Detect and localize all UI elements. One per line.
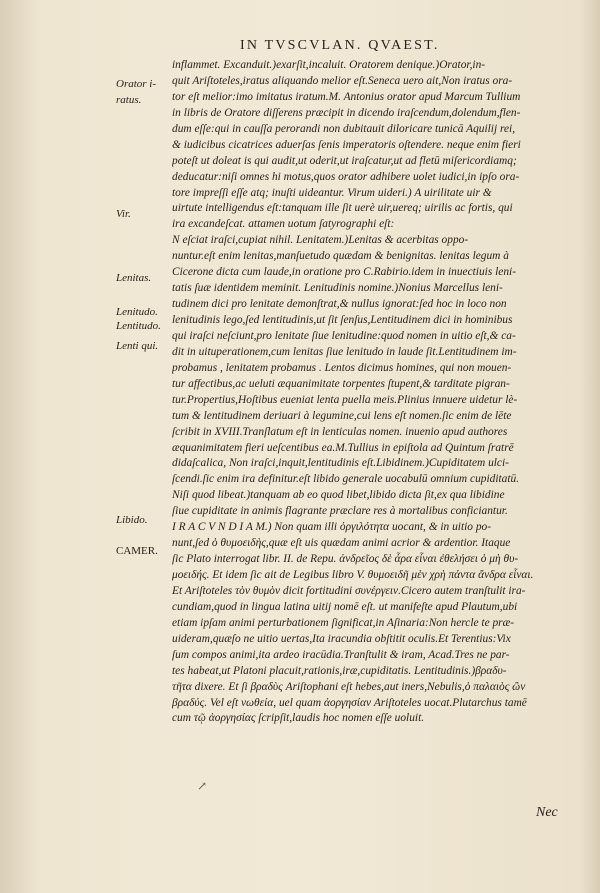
text-line: qui iraſci neſciunt,pro lenitate ſiue lenitudine:quod nomen in uitio eſt,& ca- — [172, 329, 516, 342]
margin-note: Lenitas. — [116, 272, 152, 284]
text-line: Cicerone dicta cum laude,in oratione pro C.Rabirio.idem in inuectiuis leni- — [172, 266, 516, 279]
ink-mark: ↗ — [197, 779, 208, 793]
margin-note: Lenti qui. — [116, 340, 159, 352]
text-line: probamus , lenitatem probamus . Lentos dicimus homines, qui non mouen- — [172, 361, 512, 374]
text-line: tum & lentitudinem deriuari à legumine,cui lens eſt nomen.ſic enim de lēte — [172, 409, 512, 422]
margin-note: Orator i- — [116, 78, 157, 90]
text-line: inflammet. Excanduit.)exarſit,incaluit. Oratorem denique.)Orator,in- — [172, 59, 486, 71]
text-line: nuntur.eſt enim lenitas,manſuetudo quædam & benignitas. lenitas legum à — [172, 250, 509, 263]
text-line: æquanimitatem fieri ueſcentibus ea.M.Tullius in epiſtola ad Quintum ſratrē — [172, 441, 514, 454]
text-line: tur.Propertius,Hoſtibus eueniat lenta puella meis.Plinius innuere uidetur lè- — [172, 393, 518, 406]
text-line: μοειδής. Et idem ſic ait de Legibus libro V. θυμοειδῆ μὲν χρὴ πάντα ἄνδρα εἶναι. — [172, 569, 534, 581]
text-line: tore impreſſi eſſe atq; inuſti uideantur. Virum uideri.) A uirilitate uir & — [172, 186, 492, 199]
running-title: IN TVSCVLAN. QVAEST. — [240, 38, 440, 53]
margin-note: Lenitudo. — [116, 306, 158, 318]
text-line: tes habeat,ut Platoni placuit,rationis,iræ,cupiditatis. Lentitudinis.)βραδυ- — [172, 664, 507, 677]
text-line: lenitudinis lego,ſed lentitudinis,ut ſit ſenſus,Lentitudinem dici in hominibus — [172, 314, 513, 326]
margin-note: CAMER. — [116, 545, 158, 557]
text-line: deducatur:niſi omnes hi motus,quos orator adhibere uolet iudici,in ipſo ora- — [172, 170, 520, 183]
margin-note: Vir. — [116, 208, 131, 220]
text-line: ira excandeſcat. attamen uotum ſatyrographi eſt: — [172, 218, 395, 231]
text-line: tatis ſuæ identidem meminit. Lenitudinis nomine.)Nonius Marcellus leni- — [172, 282, 503, 295]
text-line: didaſcalica, Non iraſci,inquit,lentitudinis eſt.Libidinem.)Cupiditatem ulci- — [172, 457, 509, 470]
text-line: dit in uituperationem,cum lenitas ſiue lenitudo in laude ſit.Lentitudinem im- — [172, 345, 517, 358]
text-line: ſcendi.ſic enim ira definitur.eſt libido generale uocabulū omnium cupiditatū. — [172, 473, 520, 486]
text-line: tur affectibus,ac ueluti æquanimitate torpentes ſtupent,& tarditate pigran- — [172, 377, 510, 390]
text-line: quit Ariſtoteles,iratus aliquando melior eſt.Seneca uero ait,Non iratus ora- — [172, 74, 513, 87]
text-line: etiam ipſam animi perturbationem ſignificat,in Aſinaria:Non hercle te præ- — [172, 616, 515, 629]
text-line: tudinem dici pro lenitate demonſtrat,& nullus ignorat:ſed hoc in loco non — [172, 298, 507, 311]
text-line: τῆτα dixere. Et ſi βραδὺς Ariſtophani eſt hebes,aut iners,Nebulis,ὁ παλαιὸς ὢν — [172, 680, 526, 693]
text-line: in libris de Oratore diſſerens præcipit in dicendo iraſcendum,dolendum,flen- — [172, 106, 521, 119]
text-line: & iudicibus cicatrices aduerſas ſenis imperatoris oſtendere. neque enim fieri — [172, 138, 521, 151]
text-line: tor eſt melior:imo imitatus iratum.M. Antonius orator apud Marcum Tullium — [172, 90, 521, 103]
text-line: ſiue cupiditate in animis flagrante præclare res à mortalibus conficiantur. — [172, 505, 508, 518]
text-line: dum eſſe:qui in cauſſa perorandi non dubitauit diloricare tunicā Aquilij rei, — [172, 122, 516, 135]
text-line: nunt,ſed ὁ θυμοειδὴς,quæ eſt uis quædam animi acrior & ardentior. Itaque — [172, 537, 511, 550]
text-line: I R A C V N D I A M.) Non quam illi ὀργιλότητα uocant, & in uitio po- — [172, 521, 492, 534]
text-line: uideram,quæſo ne uitio uertas,Ita iracundia obſtitit oculis.Et Terentius:Vix — [172, 632, 511, 645]
margin-note: Libido. — [116, 514, 148, 526]
text-line: cundiam,quod in lingua latina uitij nomē eſt. ut manifeſte apud Plautum,ubi — [172, 600, 518, 613]
catchword: Nec — [536, 805, 558, 820]
text-line: cum τῷ ἀοργησίας ſcripſit,laudis hoc nomen eſſe uoluit. — [172, 712, 425, 725]
text-line: ſum compos animi,ita ardeo iracūdia.Tranſtulit & iram, Acad.Tres ne par- — [172, 648, 510, 661]
margin-note: Lentitudo. — [116, 320, 161, 332]
text-line: uirtute intelligendus eſt:tanquam ille ſit uerè uir,uereq; uirilis ac fortis, qui — [172, 202, 513, 215]
text-line: poteſt ut doleat is qui audit,ut oderit,ut iraſcatur,ut ad fletū miſericordiamq; — [172, 154, 517, 167]
text-line: ſic Plato interrogat libr. II. de Repu. ἀνδρεῖος δὲ ἆρα εἶναι ἐθελήσει ὁ μὴ θυ- — [172, 553, 519, 566]
commentary-text — [172, 58, 570, 743]
text-line: βραδύς. Vel eſt νωθεία, uel quam ἀοργησίαν Ariſtoteles uocat.Plutarchus tamē — [172, 696, 527, 709]
text-line: Niſi quod libeat.)tanquam ab eo quod libet,libido dicta ſit,ex qua libidine — [172, 489, 505, 502]
text-line: ſcribit in XVIII.Tranſlatum eſt in lenticulas nomen. inuenio apud authores — [172, 425, 508, 438]
text-line — [172, 727, 570, 743]
margin-note: ratus. — [116, 94, 142, 106]
text-line: Et Ariſtoteles τὸν θυμὸν dicit fortitudini συνέργειν.Cicero autem tranſtulit ira- — [172, 584, 526, 597]
text-line: N eſciat iraſci,cupiat nihil. Lenitatem.)Lenitas & acerbitas oppo- — [172, 234, 469, 247]
